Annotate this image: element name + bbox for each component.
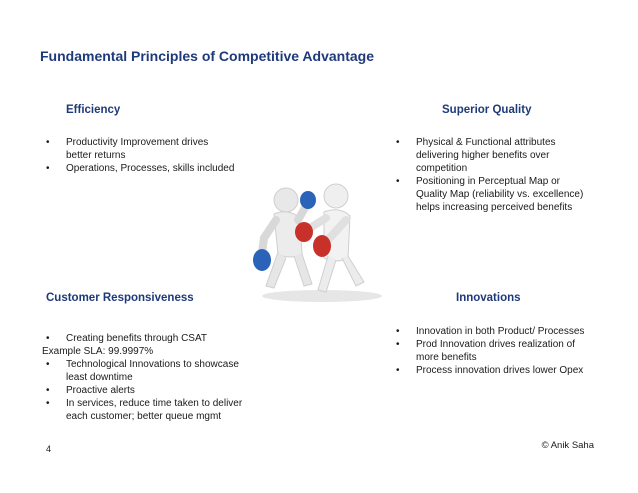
- list-item: • Technological Innovations to showcase least downtime: [46, 359, 239, 383]
- list-item: • Creating benefits through CSAT: [46, 333, 208, 344]
- list-item: • Prod Innovation drives realization of more benefits: [396, 339, 575, 363]
- quality-bullets: [396, 136, 586, 214]
- list-item: • Productivity Improvement drives better returns: [46, 137, 209, 161]
- boxing-figures-illustration: [244, 168, 394, 318]
- innovations-heading: Innovations: [456, 292, 521, 304]
- list-item: Example SLA: 99.9997%: [42, 346, 154, 357]
- list-item: • Positioning in Perceptual Map or Quality Map (reliability vs. excellence) helps increasing perceived benefits: [396, 176, 584, 213]
- list-item: • Proactive alerts: [46, 385, 135, 396]
- list-item: • Innovation in both Product/ Processes: [396, 326, 585, 337]
- copyright-text: © Anik Saha: [541, 440, 594, 451]
- list-item: • Operations, Processes, skills included: [46, 163, 235, 174]
- efficiency-heading: Efficiency: [66, 104, 121, 116]
- page-number: 4: [46, 444, 52, 454]
- efficiency-bullets: [46, 136, 236, 175]
- quality-heading: Superior Quality: [442, 104, 532, 116]
- list-item: • Physical & Functional attributes delivering higher benefits over competition: [396, 137, 556, 174]
- innovations-bullets: [396, 325, 596, 377]
- slide-title: Fundamental Principles of Competitive Advantage: [40, 48, 374, 64]
- responsiveness-bullets: [42, 332, 256, 423]
- list-item: • In services, reduce time taken to deliver each customer; better queue mgmt: [46, 398, 243, 422]
- list-item: • Process innovation drives lower Opex: [396, 365, 584, 376]
- boxing-figures-icon: [244, 168, 394, 318]
- responsiveness-heading: Customer Responsiveness: [46, 292, 194, 304]
